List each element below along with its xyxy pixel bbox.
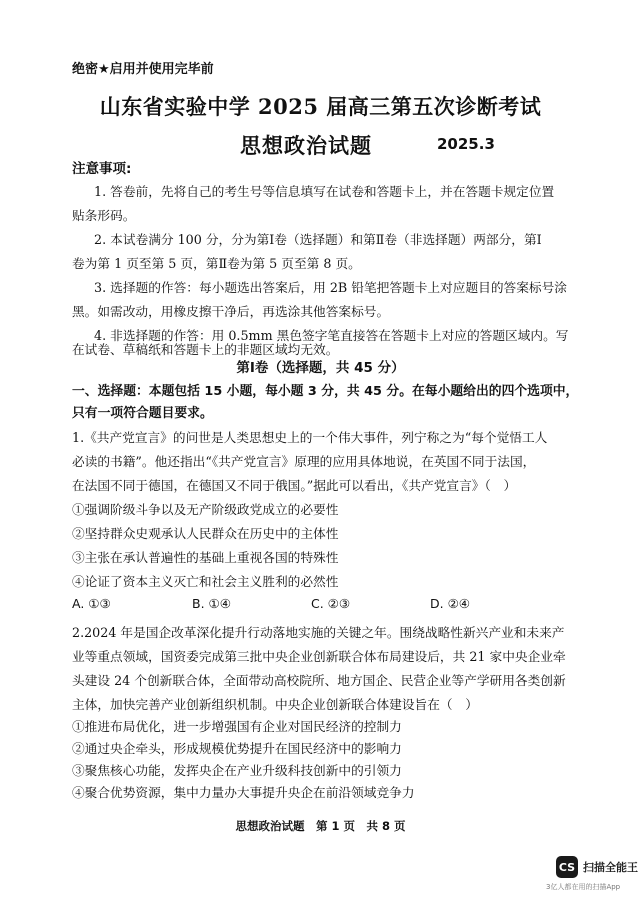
- section-intro: 只有一项符合题目要求。: [72, 406, 213, 421]
- question-stem-line: 在法国不同于德国，在德国又不同于俄国。”据此可以看出，《共产党宣言》（ ）: [72, 478, 517, 493]
- statement: ②坚持群众史观承认人民群众在历史中的主体性: [72, 526, 339, 541]
- option-b[interactable]: B. ①④: [192, 596, 231, 611]
- option-a[interactable]: A. ①③: [72, 596, 111, 611]
- note-line: 3. 选择题的作答：每小题选出答案后，用 2B 铅笔把答题卡上对应题目的答案标号涂: [94, 280, 567, 295]
- scanner-logo-icon: CS: [556, 856, 578, 878]
- statement: ③主张在承认普遍性的基础上重视各国的特殊性: [72, 550, 339, 565]
- option-d[interactable]: D. ②④: [430, 596, 470, 611]
- subject-title: 思想政治试题: [240, 133, 372, 158]
- notes-heading: 注意事项:: [72, 161, 132, 177]
- secret-label: 绝密★启用并使用完毕前: [72, 62, 214, 77]
- question-stem-line: 必读的书籍”。他还指出“《共产党宣言》原理的应用具体地说，在英国不同于法国，: [72, 454, 536, 469]
- section-intro: 一、选择题：本题包括 15 小题，每小题 3 分，共 45 分。在每小题给出的四个选项中，: [72, 384, 579, 399]
- scanner-watermark: [556, 856, 638, 878]
- question-stem-line: 业等重点领域，国资委完成第三批中央企业创新联合体布局建设后，共 21 家中央企业牵: [72, 649, 566, 664]
- note-line: 4. 非选择题的作答：用 0.5mm 黑色签字笔直接答在答题卡上对应的答题区域内。写: [94, 328, 569, 343]
- question-stem-line: 2.2024 年是国企改革深化提升行动落地实施的关键之年。围绕战略性新兴产业和未来产: [72, 625, 565, 640]
- exam-title: 山东省实验中学 2025 届高三第五次诊断考试: [99, 94, 542, 119]
- note-line: 在试卷、草稿纸和答题卡上的非题区域均无效。: [72, 342, 339, 357]
- statement: ②通过央企牵头，形成规模优势提升在国民经济中的影响力: [72, 741, 402, 756]
- question-stem-line: 头建设 24 个创新联合体，全面带动高校院所、地方国企、民营企业等产学研用各类创新: [72, 673, 566, 688]
- note-line: 1. 答卷前，先将自己的考生号等信息填写在试卷和答题卡上，并在答题卡规定位置: [94, 184, 555, 199]
- scanner-tagline: 3亿人都在用的扫描App: [546, 883, 621, 891]
- section-title: 第Ⅰ卷（选择题，共 45 分）: [236, 360, 405, 376]
- scanner-app-name: 扫描全能王: [583, 861, 638, 874]
- option-c[interactable]: C. ②③: [311, 596, 351, 611]
- statement: ③聚焦核心功能，发挥央企在产业升级科技创新中的引领力: [72, 763, 402, 778]
- exam-date: 2025.3: [437, 135, 495, 153]
- footer-page-info: 思想政治试题 第 1 页 共 8 页: [235, 819, 406, 833]
- question-stem-line: 主体，加快完善产业创新组织机制。中央企业创新联合体建设旨在（ ）: [72, 697, 478, 712]
- question-stem-line: 1.《共产党宣言》的问世是人类思想史上的一个伟大事件，列宁称之为“每个觉悟工人: [72, 430, 548, 445]
- statement: ④聚合优势资源，集中力量办大事提升央企在前沿领域竞争力: [72, 785, 415, 800]
- note-line: 贴条形码。: [72, 208, 136, 223]
- statement: ①推进布局优化，进一步增强国有企业对国民经济的控制力: [72, 719, 402, 734]
- statement: ④论证了资本主义灭亡和社会主义胜利的必然性: [72, 574, 339, 589]
- statement: ①强调阶级斗争以及无产阶级政党成立的必要性: [72, 502, 339, 517]
- note-line: 黑。如需改动，用橡皮擦干净后，再选涂其他答案标号。: [72, 304, 390, 319]
- note-line: 卷为第 1 页至第 5 页，第Ⅱ卷为第 5 页至第 8 页。: [72, 256, 361, 271]
- note-line: 2. 本试卷满分 100 分，分为第Ⅰ卷（选择题）和第Ⅱ卷（非选择题）两部分，第Ⅰ: [94, 232, 542, 247]
